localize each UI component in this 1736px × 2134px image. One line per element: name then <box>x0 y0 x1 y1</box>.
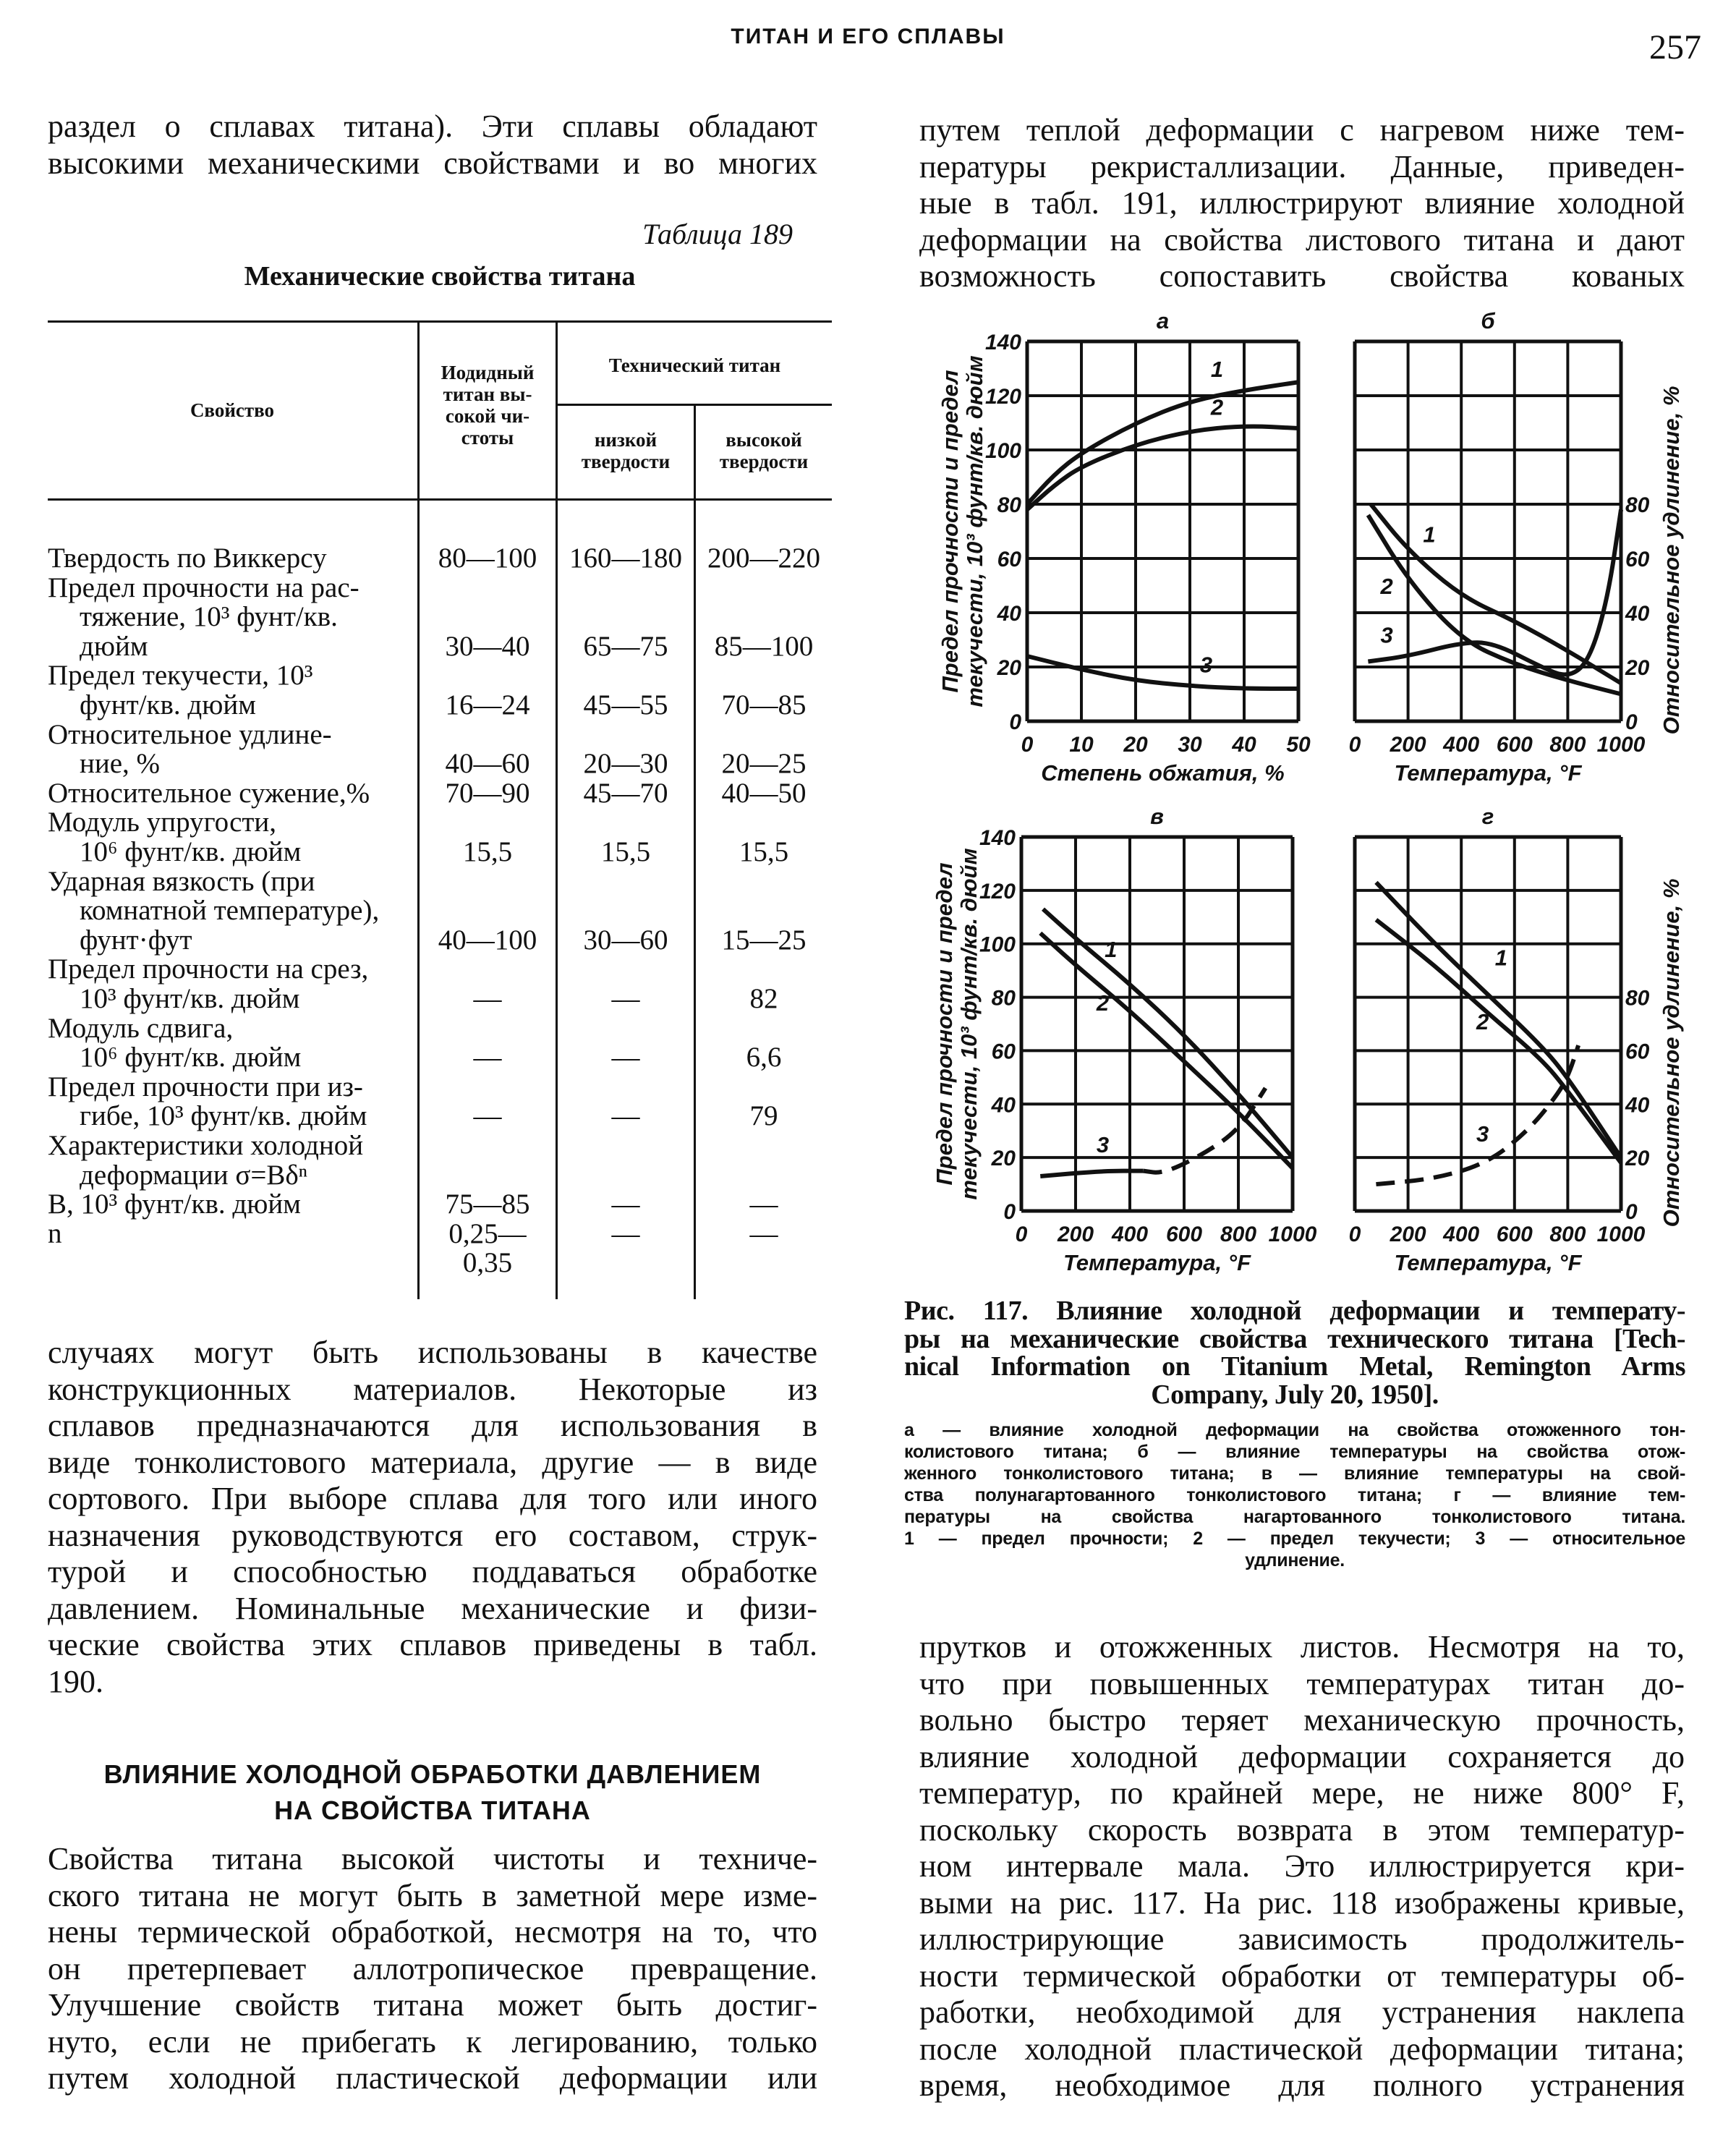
right-tick-label: 60 <box>1625 548 1650 571</box>
property-line: B, 10³ фунт/кв. дюйм <box>48 1189 301 1220</box>
text-line: он претерпевает аллотропическое превращение. <box>48 1950 817 1986</box>
chart-panel-3 <box>1349 804 1684 1275</box>
property-line: ние, % <box>80 748 161 780</box>
y-tick-label: 40 <box>997 602 1021 626</box>
x-tick-label: 400 <box>1443 733 1480 757</box>
text-line: путем теплой деформации с нагревом ниже тем- <box>919 112 1685 148</box>
value-cell: — <box>611 1217 640 1249</box>
text-line: сплавов предназначаются для использования в <box>48 1408 817 1443</box>
text-line: прутков и отожженных листов. Несмотря на то, <box>919 1629 1685 1665</box>
text-line: после холодной пластической деформации титана; <box>919 2031 1685 2067</box>
value-cell: — <box>473 1100 502 1132</box>
chart-panel-1 <box>1349 308 1684 786</box>
y-tick-label: 100 <box>984 439 1021 463</box>
text-line: Рис. 117. Влияние холодной деформации и температу- <box>904 1297 1685 1325</box>
property-line: 10⁶ фунт/кв. дюйм <box>80 836 302 867</box>
property-line: дюйм <box>80 630 148 662</box>
y-tick-label: 0 <box>1003 1200 1016 1224</box>
right-axis-label: Относительное удлинение, % <box>1659 878 1684 1228</box>
series-label: 3 <box>1380 622 1393 648</box>
property-line: Предел прочности на срез, <box>48 953 369 985</box>
series-line-1 <box>1043 909 1293 1157</box>
panel-title: б <box>1481 308 1495 333</box>
text-line: раздел о сплавах титана). Эти сплавы обладают <box>48 109 817 144</box>
property-line: фунт·фут <box>80 924 192 956</box>
text-line: ном интервале мала. Это иллюстрируется кри- <box>919 1848 1685 1884</box>
header-line: низкой <box>594 429 658 451</box>
text-line: конструкционных материалов. Некоторые из <box>48 1371 817 1407</box>
text-line: иллюстрирующие зависимость продолжитель- <box>919 1921 1685 1957</box>
value-cell: 15,5 <box>739 836 789 867</box>
property-line: Ударная вязкость (при <box>48 865 315 897</box>
value-cell: 80—100 <box>438 543 537 574</box>
value-cell: 20—30 <box>583 748 668 780</box>
text-line: пературы на свойства нагартованного тонколистового титана. <box>904 1507 1685 1527</box>
text-line: Company, July 20, 1950]. <box>1151 1380 1439 1408</box>
property-line: Модуль сдвига, <box>48 1012 234 1044</box>
x-tick-label: 40 <box>1232 733 1256 757</box>
y-tick-label: 0 <box>1009 710 1021 734</box>
y-axis-label: текучести, 10³ фунт/кв. дюйм <box>962 355 987 707</box>
running-title: ТИТАН И ЕГО СПЛАВЫ <box>731 25 1005 48</box>
right-tick-label: 20 <box>1625 1147 1650 1171</box>
value-cell: 30—40 <box>445 630 530 662</box>
y-tick-label: 140 <box>984 331 1021 354</box>
value-cell: — <box>611 1042 640 1074</box>
text-line: высокими механическими свойствами и во многих <box>48 145 817 181</box>
figure-subcaption <box>904 1419 1685 1571</box>
x-axis-label: Температура, °F <box>1394 760 1582 786</box>
value-cell: — <box>749 1189 778 1220</box>
text-line: температур, по крайней мере, не ниже 800° F, <box>919 1775 1685 1811</box>
property-line: 10⁶ фунт/кв. дюйм <box>80 1042 302 1074</box>
value-cell: — <box>473 983 502 1014</box>
text-line: нуто, если не прибегать к легированию, только <box>48 2023 817 2059</box>
y-tick-label: 100 <box>979 932 1016 957</box>
text-line: ского титана не могут быть в заметной мере изме- <box>48 1877 817 1913</box>
x-tick-label: 0 <box>1348 733 1361 757</box>
text-line: 190. <box>48 1663 103 1699</box>
x-tick-label: 600 <box>1165 1223 1203 1246</box>
header-property: Свойство <box>190 399 275 421</box>
text-line: возможность сопоставить свойства кованых <box>919 258 1685 294</box>
property-line: деформации σ=Bδⁿ <box>80 1159 308 1191</box>
y-tick-label: 40 <box>991 1093 1016 1118</box>
section-heading-line: НА СВОЙСТВА ТИТАНА <box>274 1795 591 1825</box>
property-line: 10³ фунт/кв. дюйм <box>80 982 300 1014</box>
header-line: твердости <box>581 451 671 472</box>
panel-title: а <box>1156 308 1170 333</box>
property-line: комнатной температуре), <box>80 895 380 927</box>
property-line: Характеристики холодной <box>48 1130 364 1161</box>
x-tick-label: 800 <box>1549 1223 1586 1246</box>
text-line: давлением. Номинальные механические и физи- <box>48 1590 817 1626</box>
series-label: 2 <box>1476 1008 1489 1034</box>
value-cell: 16—24 <box>445 689 530 720</box>
value-cell: — <box>473 1042 502 1074</box>
right-axis-label: Относительное удлинение, % <box>1659 386 1684 735</box>
value-cell: 82 <box>749 983 778 1014</box>
series-line-3 <box>1027 656 1298 689</box>
value-cell: 40—100 <box>438 924 537 956</box>
text-line: nical Information on Titanium Metal, Remington Arms <box>904 1353 1685 1381</box>
x-tick-label: 0 <box>1021 733 1034 757</box>
header-line: твердости <box>719 451 809 472</box>
value-cell: 65—75 <box>583 630 668 662</box>
text-line: нены термической обработкой, несмотря на то, что <box>48 1914 817 1950</box>
x-tick-label: 800 <box>1220 1223 1257 1246</box>
property-line: Твердость по Виккерсу <box>48 543 327 574</box>
text-line: время, необходимое для полного устранения <box>919 2067 1685 2103</box>
series-label: 1 <box>1423 522 1436 548</box>
text-line: ности термической обработки от температуры об- <box>919 1957 1685 1994</box>
property-line: фунт/кв. дюйм <box>80 689 256 720</box>
x-tick-label: 800 <box>1549 733 1586 757</box>
value-cell: 70—85 <box>721 689 807 720</box>
y-tick-label: 20 <box>997 656 1021 680</box>
y-tick-label: 140 <box>979 826 1016 850</box>
right-tick-label: 80 <box>1625 493 1650 517</box>
value-cell: 20—25 <box>721 748 807 780</box>
x-tick-label: 600 <box>1496 1223 1533 1246</box>
series-label: 2 <box>1096 990 1110 1016</box>
x-tick-label: 20 <box>1123 733 1148 757</box>
series-line-2 <box>1027 427 1298 510</box>
x-tick-label: 10 <box>1069 733 1094 757</box>
property-line: Предел текучести, 10³ <box>48 660 313 692</box>
text-line: Свойства титана высокой чистоты и техниче- <box>48 1841 817 1876</box>
header-line: сокой чи- <box>445 405 530 427</box>
value-cell: 6,6 <box>746 1042 782 1074</box>
y-tick-label: 80 <box>991 986 1016 1011</box>
x-tick-label: 1000 <box>1268 1223 1317 1246</box>
property-line: Предел прочности при из- <box>48 1071 363 1102</box>
value-cell: 15,5 <box>462 836 513 867</box>
property-line: Модуль упругости, <box>48 807 277 838</box>
series-label: 2 <box>1210 394 1224 420</box>
x-tick-label: 1000 <box>1596 1223 1646 1246</box>
value-cell: 45—55 <box>583 689 668 720</box>
page-number: 257 <box>1649 28 1701 67</box>
right-tick-label: 80 <box>1625 986 1650 1011</box>
text-line: ческие свойства этих сплавов приведены в табл. <box>48 1627 817 1662</box>
x-axis-label: Температура, °F <box>1063 1250 1251 1275</box>
series-label: 3 <box>1199 652 1213 678</box>
value-cell: 40—50 <box>721 777 807 809</box>
y-axis-label: Предел прочности и предел <box>937 370 963 693</box>
text-line: женного тонколистового титана; в — влияние температуры на свой- <box>904 1463 1685 1484</box>
text-line: деформации на свойства листового титана и дают <box>919 221 1685 258</box>
series-label: 2 <box>1380 573 1393 599</box>
series-line-dashed-3 <box>1144 1088 1266 1173</box>
text-line: работки, необходимой для устранения наклепа <box>919 1994 1685 2030</box>
property-line: n <box>48 1217 62 1249</box>
x-tick-label: 200 <box>1390 733 1426 757</box>
y-axis-label: текучести, 10³ фунт/кв. дюйм <box>956 848 982 1200</box>
value-cell: 70—90 <box>445 777 530 809</box>
header-line: высокой <box>726 429 802 451</box>
x-tick-label: 0 <box>1015 1223 1028 1246</box>
section-heading-line: ВЛИЯНИЕ ХОЛОДНОЙ ОБРАБОТКИ ДАВЛЕНИЕМ <box>103 1759 762 1789</box>
x-axis-label: Температура, °F <box>1394 1250 1582 1275</box>
series-label: 1 <box>1210 356 1224 382</box>
value-cell: 15—25 <box>721 924 807 956</box>
value-cell: — <box>611 983 640 1014</box>
right-paragraph-2 <box>919 1629 1685 2104</box>
series-line-3 <box>1040 1171 1144 1176</box>
text-line: удлинение. <box>1245 1550 1345 1570</box>
y-tick-label: 20 <box>991 1147 1016 1171</box>
text-line: пературы рекристаллизации. Данные, приведен- <box>919 148 1685 184</box>
property-line: Предел прочности на рас- <box>48 571 359 603</box>
text-line: выми на рис. 117. На рис. 118 изображены кривые, <box>919 1884 1685 1921</box>
right-tick-label: 0 <box>1625 710 1638 734</box>
right-tick-label: 40 <box>1625 1093 1650 1118</box>
header-line: Иодидный <box>441 362 535 383</box>
value-cell: 45—70 <box>583 777 668 809</box>
panel-title: г <box>1481 804 1494 829</box>
table-title: Механические свойства титана <box>244 261 636 292</box>
series-label: 1 <box>1105 937 1118 963</box>
text-line: а — влияние холодной деформации на свойства отожженного тон- <box>904 1420 1685 1440</box>
text-line: вольно быстро теряет механическую прочность, <box>919 1702 1685 1738</box>
series-label: 3 <box>1096 1131 1110 1157</box>
text-line: ные в табл. 191, иллюстрируют влияние холодной <box>919 185 1685 221</box>
header-line: титан вы- <box>443 383 532 405</box>
x-axis-label: Степень обжатия, % <box>1041 760 1285 786</box>
panel-title: в <box>1150 804 1164 829</box>
series-line-3 <box>1368 510 1621 675</box>
x-tick-label: 400 <box>1111 1223 1149 1246</box>
y-axis-label: Предел прочности и предел <box>932 862 957 1186</box>
value-cell: 15,5 <box>600 836 651 867</box>
right-tick-label: 20 <box>1625 656 1650 680</box>
value-cell: — <box>611 1189 640 1220</box>
text-line: 1 — предел прочности; 2 — предел текучести; 3 — относительное <box>904 1529 1685 1549</box>
right-tick-label: 40 <box>1625 602 1650 626</box>
y-tick-label: 80 <box>997 493 1021 517</box>
text-line: ры на механические свойства технического титана [Tech- <box>904 1325 1685 1353</box>
x-tick-label: 50 <box>1286 733 1311 757</box>
value-cell: 160—180 <box>569 543 682 574</box>
text-line: что при повышенных температурах титан до- <box>919 1665 1685 1701</box>
right-tick-label: 0 <box>1625 1200 1638 1224</box>
text-line: виде тонколистового материала, другие — в виде <box>48 1444 817 1480</box>
value-cell: 0,25— 0,35 <box>448 1217 527 1279</box>
chart-panel-0 <box>937 308 1311 786</box>
header-technical: Технический титан <box>608 354 781 376</box>
series-label: 3 <box>1476 1121 1489 1147</box>
x-tick-label: 200 <box>1390 1223 1426 1246</box>
text-line: назначения руководствуются его составом, струк- <box>48 1517 817 1553</box>
y-tick-label: 60 <box>997 548 1021 571</box>
value-cell: — <box>749 1217 778 1249</box>
chart-panel-2 <box>932 804 1317 1275</box>
text-line: колистового титана; б — влияние температуры на свойства отож- <box>904 1442 1685 1462</box>
property-line: гибе, 10³ фунт/кв. дюйм <box>80 1100 367 1132</box>
text-line: сортового. При выборе сплава для того или иного <box>48 1481 817 1516</box>
x-tick-label: 1000 <box>1596 733 1646 757</box>
series-label: 1 <box>1494 945 1508 971</box>
x-tick-label: 30 <box>1178 733 1202 757</box>
value-cell: — <box>611 1100 640 1132</box>
text-line: Улучшение свойств титана может быть достиг- <box>48 1987 817 2023</box>
property-line: тяжение, 10³ фунт/кв. <box>80 601 338 633</box>
x-tick-label: 0 <box>1348 1223 1361 1246</box>
value-cell: 40—60 <box>445 748 530 780</box>
text-line: случаях могут быть использованы в качестве <box>48 1335 817 1370</box>
text-line: влияние холодной деформации сохраняется до <box>919 1738 1685 1774</box>
x-tick-label: 200 <box>1057 1223 1094 1246</box>
text-line: турой и способностью поддаваться обработке <box>48 1554 817 1589</box>
property-line: Относительное сужение,% <box>48 777 370 809</box>
text-line: ства полунагартованного тонколистового титана; г — влияние тем- <box>904 1485 1685 1505</box>
right-tick-label: 60 <box>1625 1040 1650 1064</box>
value-cell: 75—85 <box>445 1189 530 1220</box>
series-line-1 <box>1027 382 1298 504</box>
text-line: путем холодной пластической деформации или <box>48 2060 817 2096</box>
x-tick-label: 600 <box>1496 733 1533 757</box>
header-line: стоты <box>461 427 514 449</box>
property-line: Относительное удлине- <box>48 718 332 750</box>
text-line: поскольку скорость возврата в этом температур- <box>919 1811 1685 1848</box>
value-cell: 79 <box>749 1100 778 1132</box>
table-number: Таблица 189 <box>642 218 793 250</box>
figure-caption <box>904 1297 1685 1408</box>
x-tick-label: 400 <box>1443 1223 1480 1246</box>
y-tick-label: 60 <box>991 1040 1016 1064</box>
y-tick-label: 120 <box>979 879 1016 904</box>
y-tick-label: 120 <box>984 385 1021 409</box>
value-cell: 200—220 <box>707 543 820 574</box>
value-cell: 30—60 <box>583 924 668 956</box>
value-cell: 85—100 <box>714 630 814 662</box>
